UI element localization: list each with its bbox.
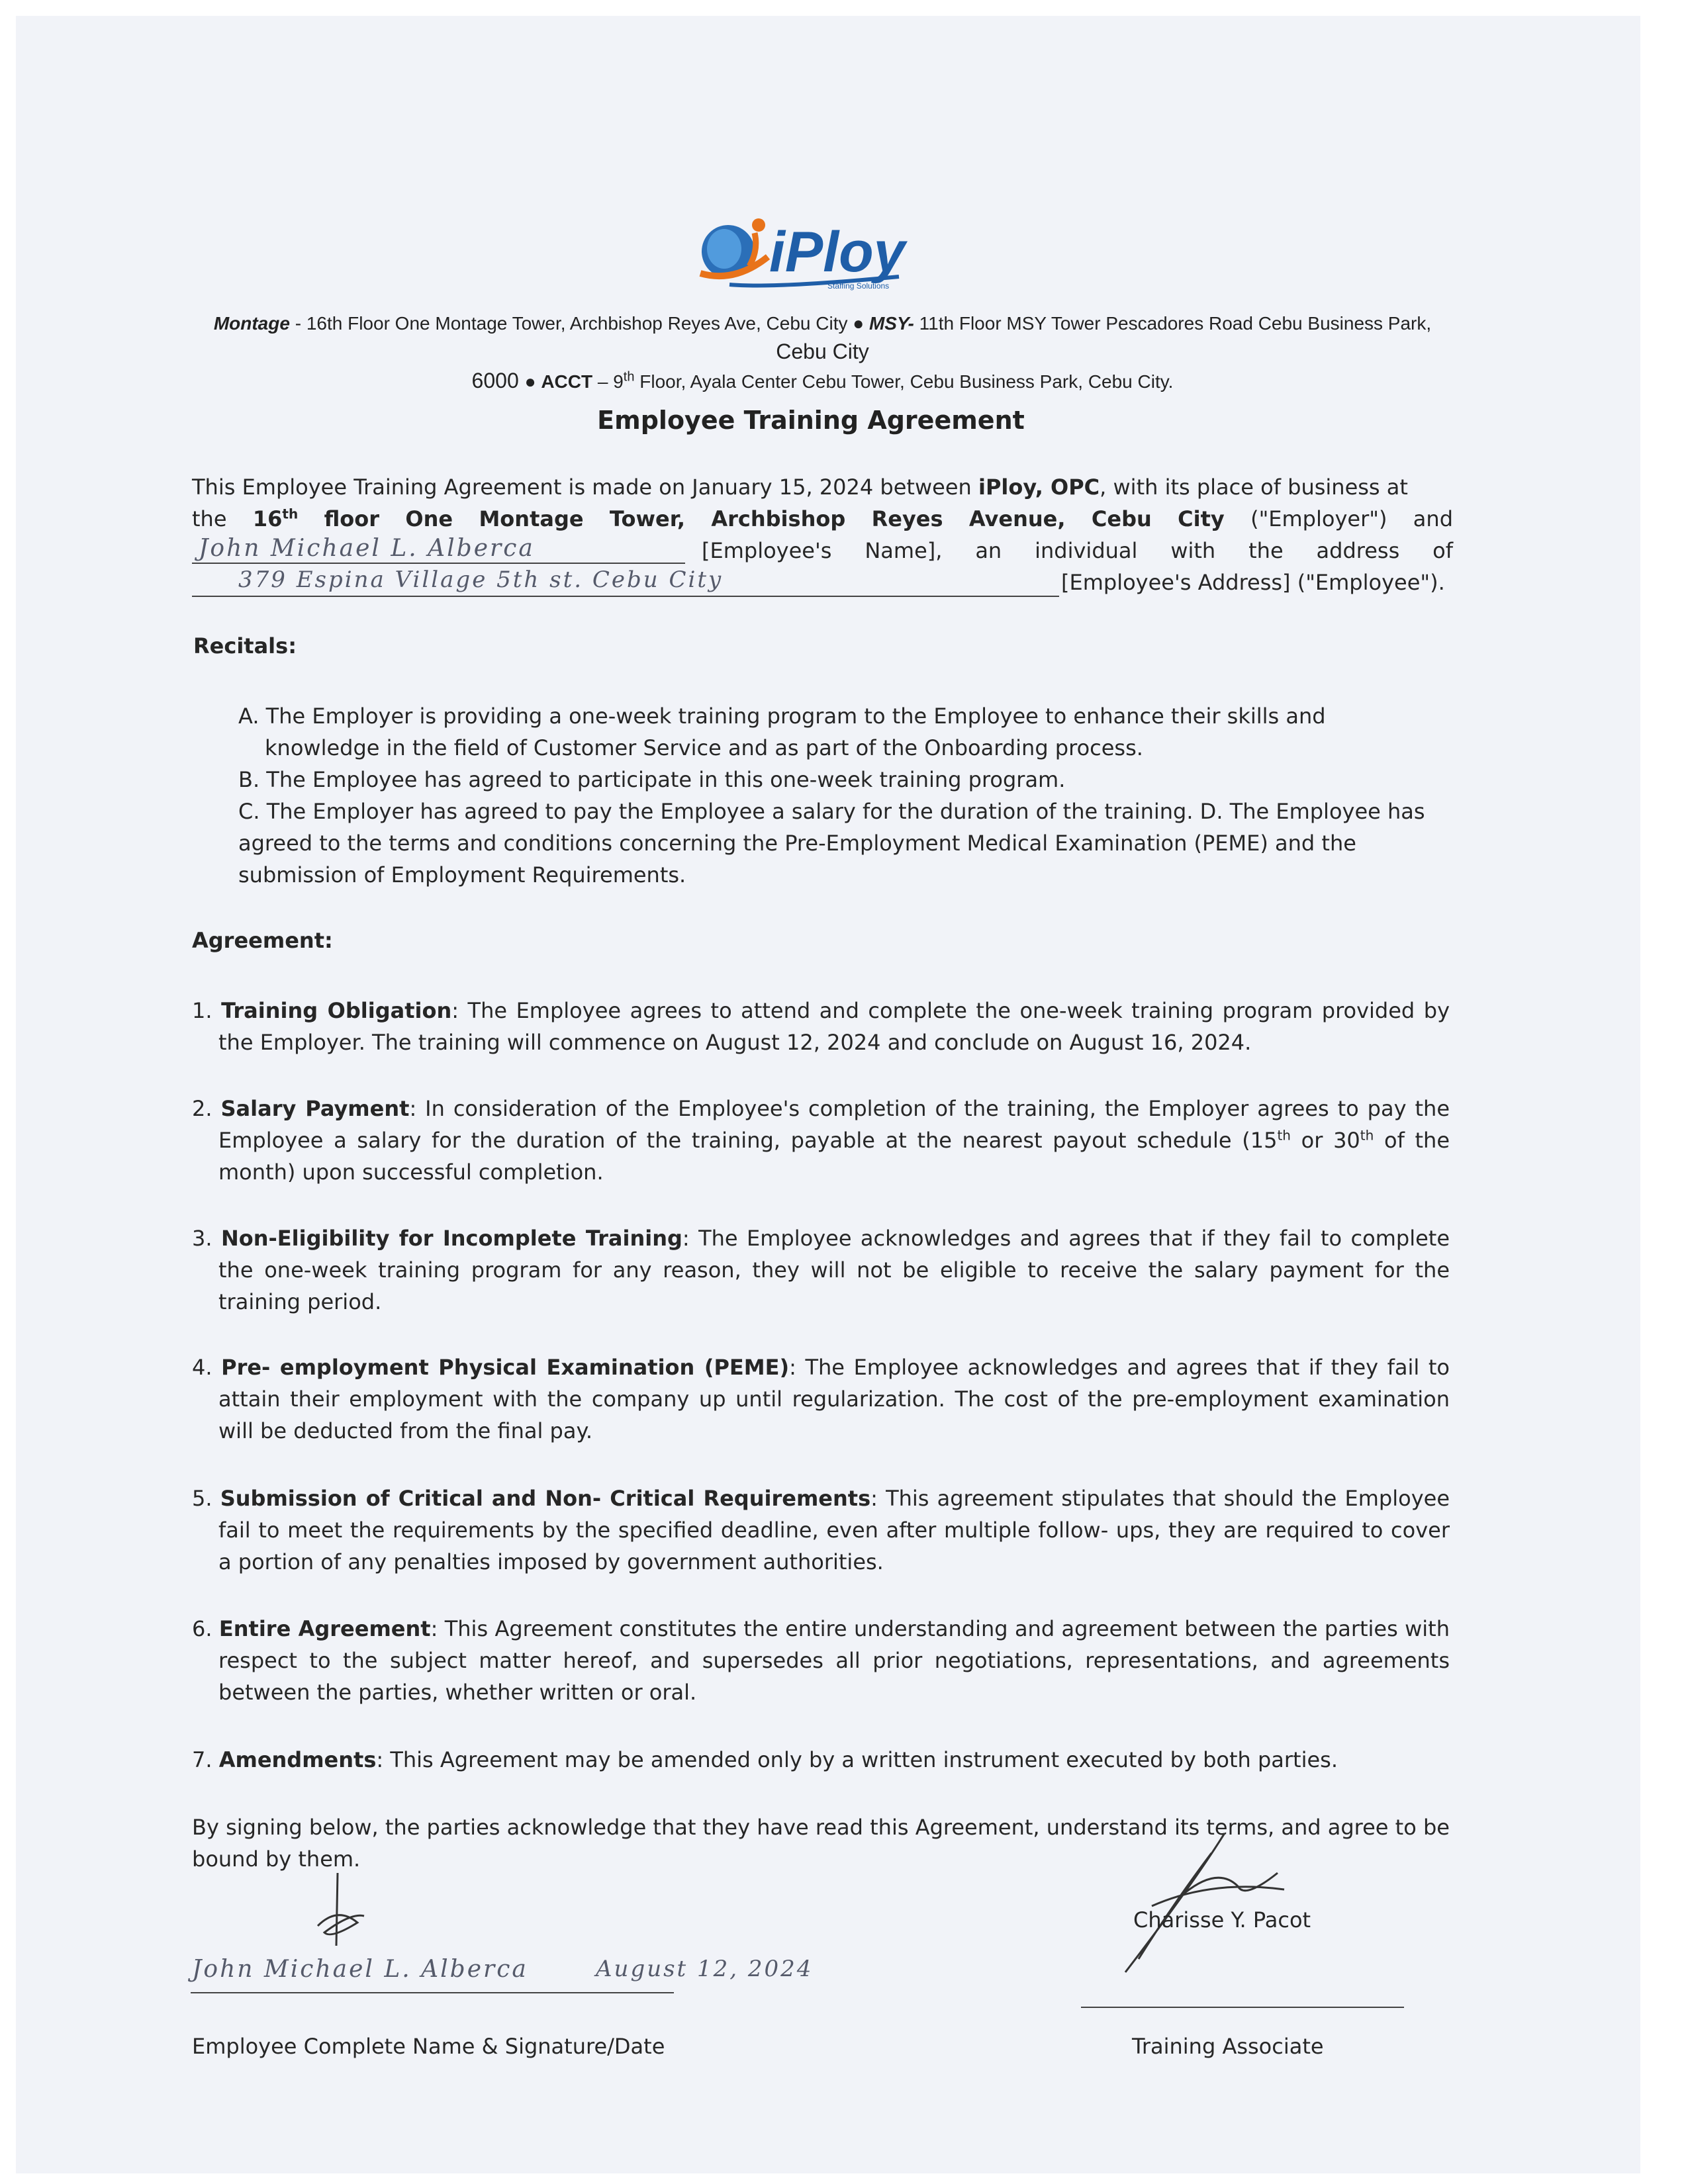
agreement-item-3: 3. Non-Eligibility for Incomplete Training: The Employee acknowledges and agrees that if they fail to complete the one-week training program for any reason, they will not be eligible to receive the salary payment for the training period. xyxy=(192,1226,1450,1314)
employee-name-blank xyxy=(192,563,685,564)
iploy-logo-graphic xyxy=(695,210,960,296)
address-line-1: Montage - 16th Floor One Montage Tower, Archbishop Reyes Ave, Cebu City ● MSY- 11th Floor MSY Tower Pescadores Road Cebu Business Park, Cebu City xyxy=(213,313,1432,363)
employee-signature-date: August 12, 2024 xyxy=(596,1956,814,1982)
agreement-heading: Agreement: xyxy=(192,928,333,953)
agreement-item-7: 7. Amendments: This Agreement may be amended only by a written instrument executed by both parties. xyxy=(192,1747,1338,1772)
document-title: Employee Training Agreement xyxy=(597,406,1025,435)
intro-line-1: This Employee Training Agreement is made on January 15, 2024 between iPloy, OPC, with its place of business at xyxy=(192,475,1408,500)
associate-signature-scribble xyxy=(1112,1827,1324,1979)
agreement-item-2: 2. Salary Payment: In consideration of the Employee's completion of the training, the Employer agrees to pay the Employee a salary for the duration of the training, payable at the nearest payout schedule (15th or 30th of the month) upon successful completion. xyxy=(192,1096,1450,1185)
associate-signature-line xyxy=(1081,2007,1404,2008)
closing-statement: By signing below, the parties acknowledge that they have read this Agreement, understand its terms, and agree to be bound by them. xyxy=(192,1815,1450,1872)
address-line-2: 6000 ● ACCT – 9th Floor, Ayala Center Cebu Tower, Cebu Business Park, Cebu City. xyxy=(471,369,1174,392)
office-addresses xyxy=(192,310,1453,396)
svg-text:Staffing Solutions: Staffing Solutions xyxy=(827,281,890,291)
recital-a: A. The Employer is providing a one-week training program to the Employee to enhance their skills and knowledge in the field of Customer Service and as part of the Onboarding process. xyxy=(238,704,1326,760)
recital-c: C. The Employer has agreed to pay the Employee a salary for the duration of the training. D. The Employee has agreed to the terms and conditions concerning the Pre-Employment Medical Examination (PEME) and the submission of Employment Requirements. xyxy=(238,799,1425,887)
employee-address-blank xyxy=(192,596,1059,597)
associate-signature-label: Training Associate xyxy=(1132,2034,1324,2059)
employee-signature-line xyxy=(191,1992,674,1993)
intro-line-2: the 16th floor One Montage Tower, Archbishop Reyes Avenue, Cebu City ("Employer") and xyxy=(192,506,1453,531)
agreement-item-6: 6. Entire Agreement: This Agreement constitutes the entire understanding and agreement between the parties with respect to the subject matter hereof, and supersedes all prior negotiations, representations, and agreements between the parties, whether written or oral. xyxy=(192,1616,1450,1705)
person-head-icon xyxy=(752,218,765,232)
employee-signature-name: John Michael L. Alberca xyxy=(192,1956,528,1983)
intro-line-3: [Employee's Name], an individual with the address of xyxy=(702,538,1453,563)
associate-name: Charisse Y. Pacot xyxy=(1133,1907,1311,1933)
recital-b: B. The Employee has agreed to participate in this one-week training program. xyxy=(238,767,1066,792)
employee-address-handwritten: 379 Espina Village 5th st. Cebu City xyxy=(238,567,724,593)
employee-name-handwritten: John Michael L. Alberca xyxy=(199,535,535,562)
company-logo xyxy=(695,210,960,296)
intro-line-4: [Employee's Address] ("Employee"). xyxy=(1061,570,1445,595)
employee-signature-label: Employee Complete Name & Signature/Date xyxy=(192,2034,665,2059)
recitals-heading: Recitals: xyxy=(193,633,297,659)
svg-text:iPloy: iPloy xyxy=(769,220,906,284)
agreement-item-5: 5. Submission of Critical and Non- Critical Requirements: This agreement stipulates that should the Employee fail to meet the requirements by the specified deadline, even after multiple follow- ups, they are required to cover a portion of any penalties imposed by government authorities. xyxy=(192,1486,1450,1574)
agreement-item-1: 1. Training Obligation: The Employee agrees to attend and complete the one-week training program provided by the Employer. The training will commence on August 12, 2024 and conclude on August 16, 2024. xyxy=(192,998,1450,1055)
agreement-item-4: 4. Pre- employment Physical Examination (PEME): The Employee acknowledges and agrees that if they fail to attain their employment with the company up until regularization. The cost of the pre-employment examination will be deducted from the final pay. xyxy=(192,1355,1450,1443)
